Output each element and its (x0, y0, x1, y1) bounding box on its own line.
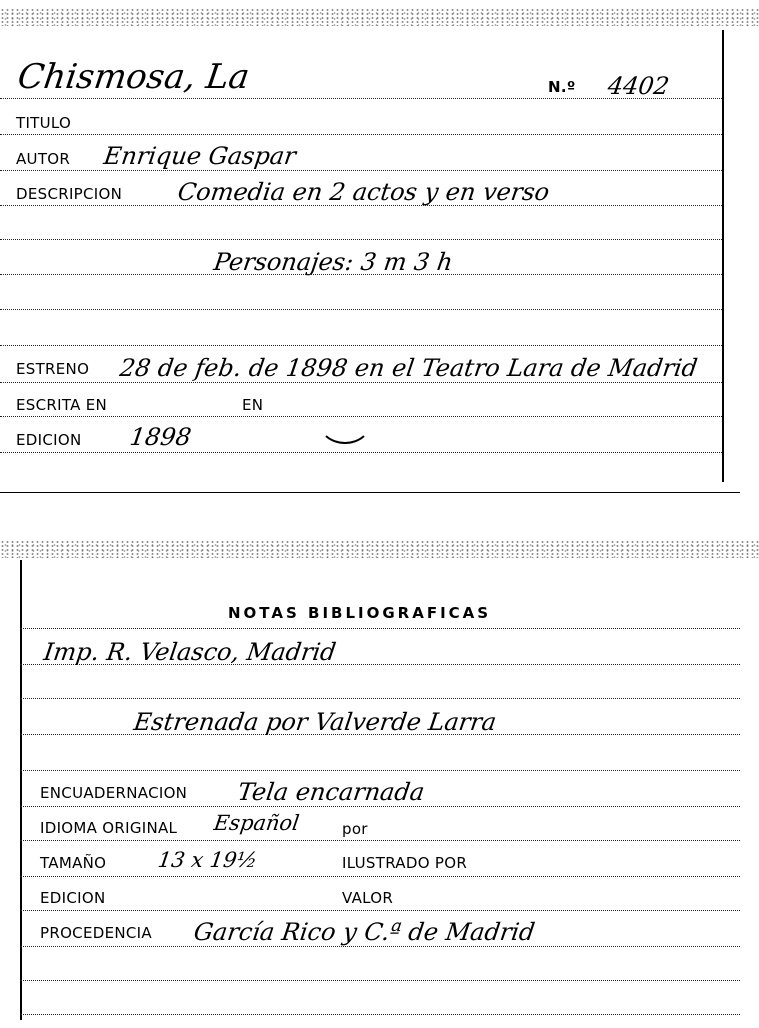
catalog-card-top (0, 0, 759, 495)
label-descripcion: DESCRIPCION (16, 185, 123, 203)
rule (0, 170, 722, 171)
card-bottom-edge (0, 540, 759, 558)
label-encuadernacion: ENCUADERNACION (40, 784, 188, 802)
card-number: 4402 (606, 72, 672, 100)
rule (20, 628, 740, 629)
rule (20, 910, 740, 911)
value-encuadernacion: Tela encarnada (236, 778, 427, 806)
rule (0, 345, 722, 346)
notes-heading: NOTAS BIBLIOGRAFICAS (228, 604, 492, 622)
card-right-border (722, 30, 724, 482)
card-title-handwritten: Chismosa, La (15, 57, 252, 97)
rule (20, 770, 740, 771)
label-escrita-en: ESCRITA EN (16, 396, 108, 414)
rule (20, 664, 740, 665)
rule (0, 205, 722, 206)
label-edicion: EDICION (16, 431, 82, 449)
label-en: EN (242, 396, 264, 414)
label-edicion-bottom: EDICION (40, 889, 106, 907)
label-autor: AUTOR (16, 150, 71, 168)
catalog-card-bottom (0, 530, 759, 1028)
rule (20, 734, 740, 735)
rule (0, 98, 722, 99)
rule (0, 309, 722, 310)
rule (20, 980, 740, 981)
value-idioma-original: Español (212, 811, 301, 835)
label-estreno: ESTRENO (16, 360, 90, 378)
rule (20, 876, 740, 877)
rule (0, 452, 722, 453)
note-estrenada: Estrenada por Valverde Larra (132, 708, 499, 736)
number-label: N.º (548, 78, 576, 96)
card-top-edge (0, 8, 759, 26)
rule (20, 698, 740, 699)
label-ilustrado-por: ILUSTRADO POR (342, 854, 468, 872)
label-titulo: TITULO (16, 114, 72, 132)
rule (0, 382, 722, 383)
value-estreno: 28 de feb. de 1898 en el Teatro Lara de Madrid (118, 354, 700, 382)
card-left-border (20, 560, 22, 1020)
label-por: por (342, 820, 368, 838)
value-descripcion: Comedia en 2 actos y en verso (176, 178, 552, 206)
label-idioma-original: IDIOMA ORIGINAL (40, 819, 178, 837)
rule (0, 134, 722, 135)
rule (20, 840, 740, 841)
value-tamano: 13 x 19½ (156, 848, 259, 872)
rule (20, 806, 740, 807)
note-imprenta: Imp. R. Velasco, Madrid (42, 638, 338, 666)
rule (0, 239, 722, 240)
value-procedencia: García Rico y C.ª de Madrid (192, 918, 537, 946)
punch-hole (318, 398, 372, 444)
value-autor: Enrique Gaspar (102, 142, 298, 170)
label-procedencia: PROCEDENCIA (40, 924, 152, 942)
rule (20, 946, 740, 947)
rule (20, 1014, 740, 1015)
value-personajes: Personajes: 3 m 3 h (212, 248, 455, 276)
value-edicion: 1898 (128, 423, 194, 451)
card-bottom-border (0, 492, 740, 493)
label-valor: VALOR (342, 889, 394, 907)
rule (0, 274, 722, 275)
label-tamano: TAMAÑO (40, 854, 107, 872)
